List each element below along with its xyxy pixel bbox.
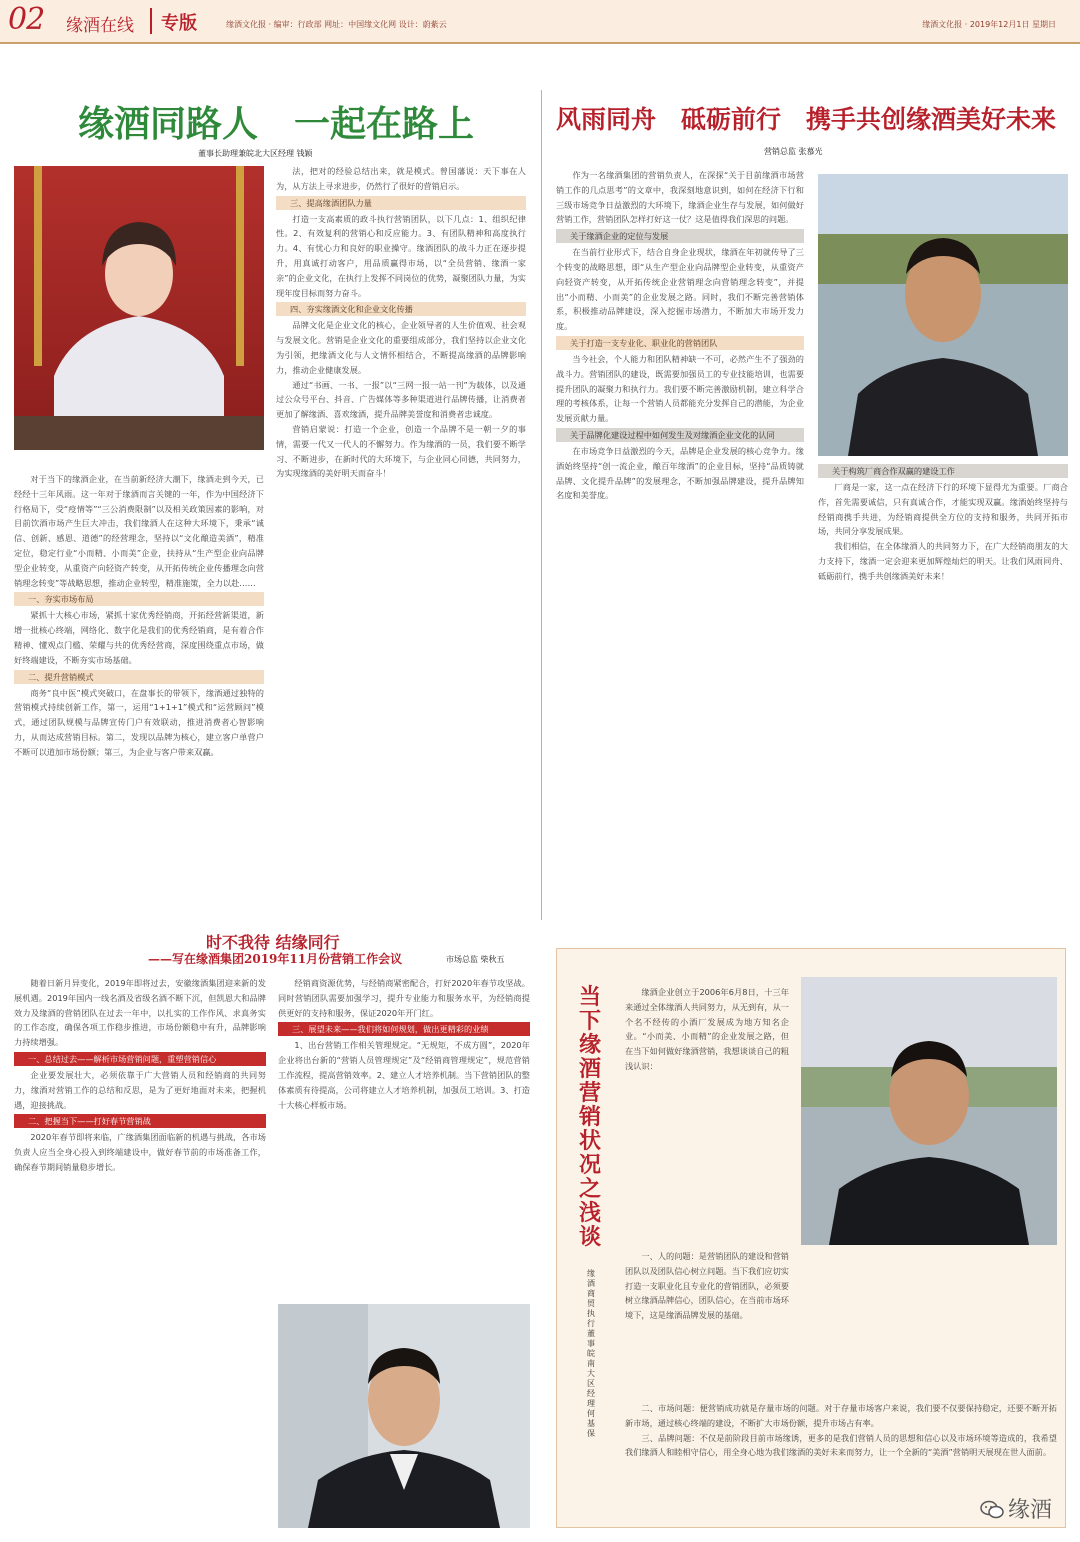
wechat-watermark (980, 1493, 1052, 1524)
article2-col1 (556, 168, 804, 918)
article3-intro: 随着日新月异变化，2019年即将过去，安徽缘酒集团迎来新的发展机遇。2019年国内一线名酒及省级名酒不断下沉，但凯恩大和品牌效力及缘酒的营销团队在过去一年中，以扎实的工作作风、求真务实的工作态度，确保各项工作稳步推进，市场份额稳中有升，品牌影响力持续增强。 (14, 978, 266, 1048)
article1-subhead-2: 二、提升营销模式 (14, 670, 264, 684)
article1-col2-lead: 法，把对的经验总结出来，就是模式。曾国藩说：天下事在人为，从方法上寻求进步，仍然行了很好的营销启示。 (276, 166, 526, 191)
article2-section-4: 厂商是一家，这一点在经济下行的环境下显得尤为重要。厂商合作，首先需要诚信，只有真诚合作，才能实现双赢。缘酒始终坚持与经销商携手共进，为经销商提供全方位的支持和服务，共同开拓市场，共同分享发展成果。 (818, 482, 1068, 537)
article3-subtitle: ——写在缘酒集团2019年11月份营销工作会议 (148, 952, 403, 966)
article3-section-1: 企业要发展壮大，必须依靠于广大营销人员和经销商的共同努力，缘酒对营销工作的总结和反思，是为了更好地面对未来，把握机遇，迎接挑战。 (14, 1069, 266, 1110)
article4-vertical-title: 当下缘酒营销状况之浅谈 (578, 984, 601, 1250)
article4-col-top (625, 985, 789, 1231)
article3-photo (278, 1304, 530, 1528)
article2-intro: 作为一名缘酒集团的营销负责人，在深探“关于目前缘酒市场营销工作的几点思考”的文章中，我深刻地意识到，如何在经济下行和三级市场竞争日益激烈的大环境下，缘酒企业生存与发展，如何做好营销工作，营销团队怎样打好这一仗？这是值得我们深思的问题。 (556, 170, 804, 225)
article1-col2 (276, 164, 526, 900)
header-date: 缘酒文化报 · 2019年12月1日 星期日 (922, 20, 1056, 29)
article4-section-3: 三、品牌问题：不仅是前阶段目前市场缘诱，更多的是我们营销人员的思想和信心以及市场环境等造成的，我希望我们缘酒人和睦相守信心，用全身心地为我们缘酒的美好未来而努力，让一个全新的“美酒”营销明天展现在世人面前。 (625, 1432, 1057, 1458)
wechat-icon (980, 1500, 1004, 1520)
article3-subhead-1: 一、总结过去——解析市场营销问题，重塑营销信心 (14, 1052, 266, 1066)
article2-section-3: 在市场竞争日益激烈的今天，品牌是企业发展的核心竞争力。缘酒始终坚持“创一流企业，酿百年缘酒”的企业目标，坚持“品质铸就品牌、文化提升品牌”的发展理念，不断加强品牌建设，提升品牌知名度和美誉度。 (556, 445, 804, 501)
article2-photo (818, 174, 1068, 456)
article2-section-2: 当今社会，个人能力和团队精神缺一不可，必然产生不了强劲的战斗力。营销团队的建设，既需要加强员工的专业技能培训，也需要提升团队的凝聚力和执行力。我们要不断完善激励机制，建立科学合理的考核体系，让每一个营销人员都能充分发挥自己的潜能，为企业发展贡献力量。 (556, 353, 804, 424)
article1-title: 缘酒同路人 一起在路上 (78, 103, 475, 145)
watermark-label: 缘酒 (1007, 1498, 1052, 1523)
article1-col1 (14, 472, 264, 912)
article4-section-1: 一、人的问题：是营销团队的建设和营销团队以及团队信心树立问题。当下我们应切实打造一支职业化且专业化的营销团队，必须要树立缘酒品牌信心，团队信心，在当前市场环境下，这是缘酒品牌发展的基础。 (625, 1251, 789, 1321)
article4-block (556, 948, 1066, 1528)
article4-intro: 缘酒企业创立于2006年6月8日，十三年来通过全体缘酒人共同努力，从无到有，从一个名不经传的小酒厂发展成为地方知名企业。“小而美、小而精”的企业发展之路，但在当下如何做好缘酒营销，我想谈谈自己的粗浅认识： (625, 987, 789, 1071)
page-number: 02 (8, 2, 45, 37)
article4-section-2: 二、市场问题：便营销成功就是存量市场的问题。对于存量市场客户来说，我们要不仅要保持稳定，还要不断开拓新市场，通过核心终端的建设，不断扩大市场份额，提升市场占有率。 (625, 1403, 1057, 1428)
article3-col1 (14, 976, 266, 1526)
article1-section-5: 通过“书画、一书、一报”以“三网一报一站一刊”为载体，以及通过公众号平台、抖音、广告媒体等多种渠道进行品牌传播，让消费者更加了解缘酒、喜欢缘酒，提升品牌美誉度和消费者忠诚度。 (276, 379, 526, 420)
article2-byline: 营销总监 张慕光 (764, 147, 823, 156)
article2-col2 (818, 462, 1068, 918)
header-meta: 缘酒文化报 · 编审：行政部 网址：中国缘文化网 设计：蔚紫云 (226, 20, 447, 29)
article4-vertical-byline: 缘酒商贸执行董事 皖南大区经理 何基保 (587, 1269, 603, 1438)
page-header (0, 0, 1080, 44)
article3-section-3: 1、出台营销工作相关管理规定。“无规矩，不成方圆”，2020年企业将出台新的“营销人员管理规定”及“经销商管理规定”，规范营销工作流程，提高营销效率。2、建立人才培养机制。当下营销团队的整体素质有待提高，公司将建立人才培养机制，加强员工培训。3、打造十大核心样板市场。 (278, 1040, 530, 1110)
special-tag: 专版 (161, 13, 197, 34)
article1-section-3: 打造一支高素质的政斗执行营销团队，以下几点：1、组织纪律性。2、有效复利的营销心和反应能力。3、有团队精神和高度执行力。4、有忧心力和良好的职业操守。缘酒团队的战斗力正在逐步提升，用真诚打动客户，用品质赢得市场，以“全员营销、缘酒一家亲”的企业文化，在执行上发挥不同岗位的优势，凝聚团队力量，为实现年度目标而努力奋斗。 (276, 213, 526, 298)
article4-photo (801, 977, 1057, 1245)
article3-byline: 市场总监 柴秋五 (446, 955, 505, 964)
article3-subhead-2: 二、把握当下——打好春节营销战 (14, 1114, 266, 1128)
article1-section-6: 营销启蒙说：打造一个企业，创造一个品牌不是一朝一夕的事情，需要一代又一代人的不懈努力。作为缘酒的一员，我们要不断学习、不断进步，在新时代的大环境下，与企业同心同德，共同努力，为实现缘酒的美好明天而奋斗！ (276, 423, 526, 479)
section-name: 缘酒在线 (66, 16, 134, 36)
article3-subhead-3: 三、展望未来——我们将如何规划，做出更精彩的业绩 (278, 1022, 530, 1036)
article1-section-4: 品牌文化是企业文化的核心，企业领导者的人生价值观、社会观与发展文化。营销是企业文化的重要组成部分，我们坚持以企业文化为引领，把缘酒文化与人文情怀相结合，不断提高缘酒的品牌影响力，推动企业健康发展。 (276, 320, 526, 375)
article1-photo (14, 166, 264, 450)
column-divider (541, 90, 542, 920)
article1-subhead-3: 三、提高缘酒团队力量 (276, 196, 526, 210)
article3-title: 时不我待 结缘同行 (206, 933, 340, 952)
article1-section-2: 商务“良中医”模式突破口，在盘事长的带领下，缘酒通过独特的营销模式持续创新工作，第一，运用“1+1+1”模式和“运营顾问”模式，通过团队规模与品牌宣传门户有效联动，推进消费者心智影响力，从而达成营销目标。第二，发现以品牌为核心，建立客户单营户不断可以道加市场份额；第三，为企业与客户带来双赢。 (14, 687, 264, 757)
header-divider (150, 8, 152, 34)
article4-col-mid (625, 1249, 789, 1395)
article2-section-5: 我们相信，在全体缘酒人的共同努力下，在广大经销商朋友的大力支持下，缘酒一定会迎来更加辉煌灿烂的明天。让我们风雨同舟、砥砺前行，携手共创缘酒美好未来！ (818, 541, 1068, 581)
article2-title: 风雨同舟 砥砺前行 携手共创缘酒美好未来 (556, 105, 1057, 134)
article2-subhead-3: 关于品牌化建设过程中如何发生及对缘酒企业文化的认同 (556, 428, 804, 442)
article1-byline: 董事长助理兼皖北大区经理 钱颖 (198, 149, 313, 158)
article3-section-2: 2020年春节即将来临，广缘酒集团面临新的机遇与挑战，各市场负责人应当全身心投入到终端建设中，做好春节前的市场准备工作，确保春节期间销量稳步增长。 (14, 1132, 266, 1172)
article3-col2-lead: 经销商资源优势，与经销商紧密配合，打好2020年春节攻坚战。同时营销团队需要加强学习，提升专业能力和服务水平，为经销商提供更好的支持和服务，保证2020年开门红。 (278, 978, 530, 1018)
article1-intro: 对于当下的缘酒企业，在当前新经济大潮下，缘酒走到今天，已经经十三年风雨。这一年对于缘酒而言关键的一年，作为中国经济下行格局下，受“疫情等”“三公消费限制”以及相关政策因素的影响，对目前饮酒市场产生巨大冲击，我们缘酒人在这种大环境下，秉承“诚信、创新、感恩、道德”的经营理念，坚持以“文化酿造美酒”，精准定位，稳定行业“小而精、小而美”企业，扶持从“生产型企业向品牌型企业转变，从重资产向轻资产转变，从开拓传统企业传播理念向营销理念转变”等战略思想，推动企业转型，精准施策，全力以赴…… (14, 474, 264, 588)
article1-subhead-4: 四、夯实缘酒文化和企业文化传播 (276, 302, 526, 316)
article2-section-1: 在当前行业形式下，结合自身企业现状，缘酒在年初就传导了三个转变的战略思想，即“从生产型企业向品牌型企业转变，从重资产向轻资产转变，从开拓传统企业营销理念向营销理念转变”，并提出“小而精、小而美”的企业发展之路。同时，我们不断完善营销体系，积极推动品牌建设，深入挖掘市场潜力，不断加大市场开发力度。 (556, 247, 804, 332)
article3-col2 (278, 976, 530, 1294)
article2-subhead-1: 关于缘酒企业的定位与发展 (556, 229, 804, 243)
article2-subhead-2: 关于打造一支专业化、职业化的营销团队 (556, 336, 804, 350)
article2-subhead-4: 关于构筑厂商合作双赢的建设工作 (818, 464, 1068, 478)
article1-section-1: 紧抓十大核心市场，紧抓十家优秀经销商，开拓经营新渠道，新增一批核心终端，网络化、数字化是我们的优秀经销商，是有着合作精神、懂观点门槛、荣耀与共的优秀经营商，深度围绕重点市场，做好终端建设，不断夯实市场基础。 (14, 610, 264, 665)
article1-subhead-1: 一、夯实市场布局 (14, 592, 264, 606)
